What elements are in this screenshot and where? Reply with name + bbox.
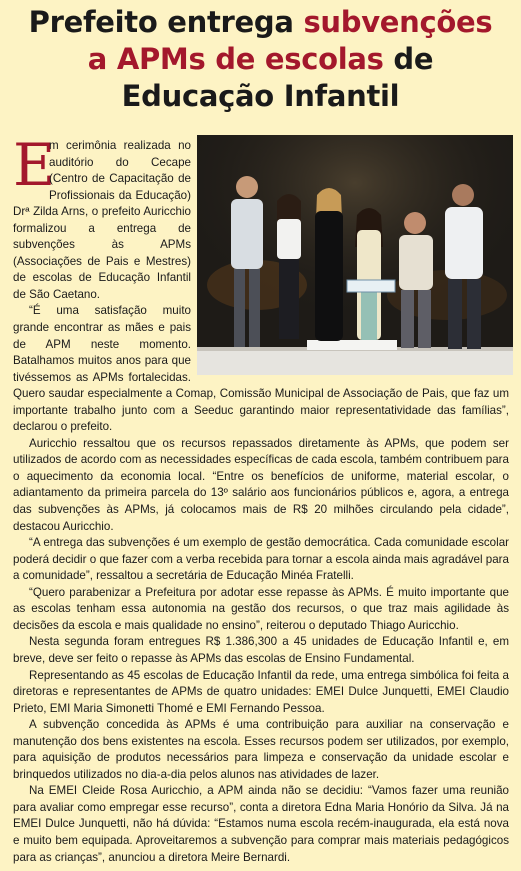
event-photo: [197, 135, 513, 375]
headline-line-2-accent: a APMs de escolas: [87, 42, 384, 76]
paragraph-8: A subvenção concedida às APMs é uma contribuição para auxiliar na conservação e manutenção dos bens existentes na escola. Esses recursos podem ser utilizados, por exemplo, para aquisição de produtos necessários para limpeza e conservação da unidade escolar e brinquedos utilizados no dia-a-dia pelos alunos nas atividades de lazer.: [13, 718, 509, 781]
headline-line-1-accent: subvenções: [303, 5, 493, 39]
headline-line-1: [0, 4, 521, 41]
dropcap-letter: E: [13, 131, 56, 199]
headline-line-2: [0, 41, 521, 78]
headline-line-3: Educação Infantil: [121, 79, 400, 113]
paragraph-3: Auricchio ressaltou que os recursos repassados diretamente às APMs, que podem ser utilizados de acordo com as necessidades específicas de cada escola, também contribuem para o aquecimento da economia local. “Entre os benefícios de uniforme, material escolar, o adiantamento da primeira parcela do 13º salário aos funcionários públicos e, agora, a entrega das subvenções às APMs, já colocamos mais de R$ 20 milhões circulando pela cidade”, destacou Auricchio.: [13, 436, 509, 533]
paragraph-1: m cerimônia realizada no auditório do Cecape (Centro de Capacitação de Profissionais da Educação) Drª Zilda Arns, o prefeito Auricchio formalizou a entrega de subvenções às APMs (Associações de Pais e Mestres) de escolas de Educação Infantil de São Caetano.: [13, 139, 191, 301]
paragraph-5: “Quero parabenizar a Prefeitura por adotar esse repasse às APMs. É muito importante que as escolas tenham essa autonomia na gestão dos recursos, o que traz mais agilidade às decisões da escola e mais qualidade no ensino”, reiterou o deputado Thiago Auricchio.: [13, 585, 509, 632]
article-body: [13, 131, 509, 866]
paragraph-6: Nesta segunda foram entregues R$ 1.386,300 a 45 unidades de Educação Infantil e, em breve, deve ser feito o repasse às APMs das escolas de Ensino Fundamental.: [13, 635, 509, 665]
paragraph-9: Na EMEI Cleide Rosa Auricchio, a APM ainda não se decidiu: “Vamos fazer uma reunião para avaliar como empregar esse recurso”, conta a diretora Edna Maria Honório da Silva. Já na EMEI Dulce Junquetti, não há dúvida: “Estamos numa escola recém-inaugurada, ela está nova e muito bem equipada. Aproveitaremos a subvenção para comprar mais materiais pedagógicos para as crianças”, anunciou a diretora Meire Bernardi.: [13, 784, 509, 864]
paragraph-7: Representando as 45 escolas de Educação Infantil da rede, uma entrega simbólica foi feita a diretoras e representantes de APMs de quatro unidades: EMEI Dulce Junquetti, EMEI Claudio Prieto, EMI Maria Simonetti Thomé e EMI Fernando Pessoa.: [13, 668, 509, 715]
headline: [0, 4, 521, 115]
paragraph-4: “A entrega das subvenções é um exemplo de gestão democrática. Cada comunidade escolar poderá decidir o que fazer com a verba recebida para tornar a escola ainda mais agradável para a comunidade”, ressaltou a secretária de Educação Minéa Fratelli.: [13, 536, 509, 583]
event-photo-illustration: [197, 135, 513, 375]
headline-line-2-plain: de: [383, 42, 434, 76]
headline-line-1-plain: Prefeito entrega: [28, 5, 304, 39]
photo-container: [197, 135, 513, 375]
paragraph-2: “É uma satisfação muito grande encontrar as mães e pais de APM neste momento. Batalhamos muitos anos para que tivéssemos as APMs fortalecidas. Quero saudar especialmente a Comap, Comissão Municipal de Associação de Pais, que faz um importante trabalho junto com a Seeduc garantindo maior representatividade das famílias”, declarou o prefeito.: [13, 304, 509, 434]
